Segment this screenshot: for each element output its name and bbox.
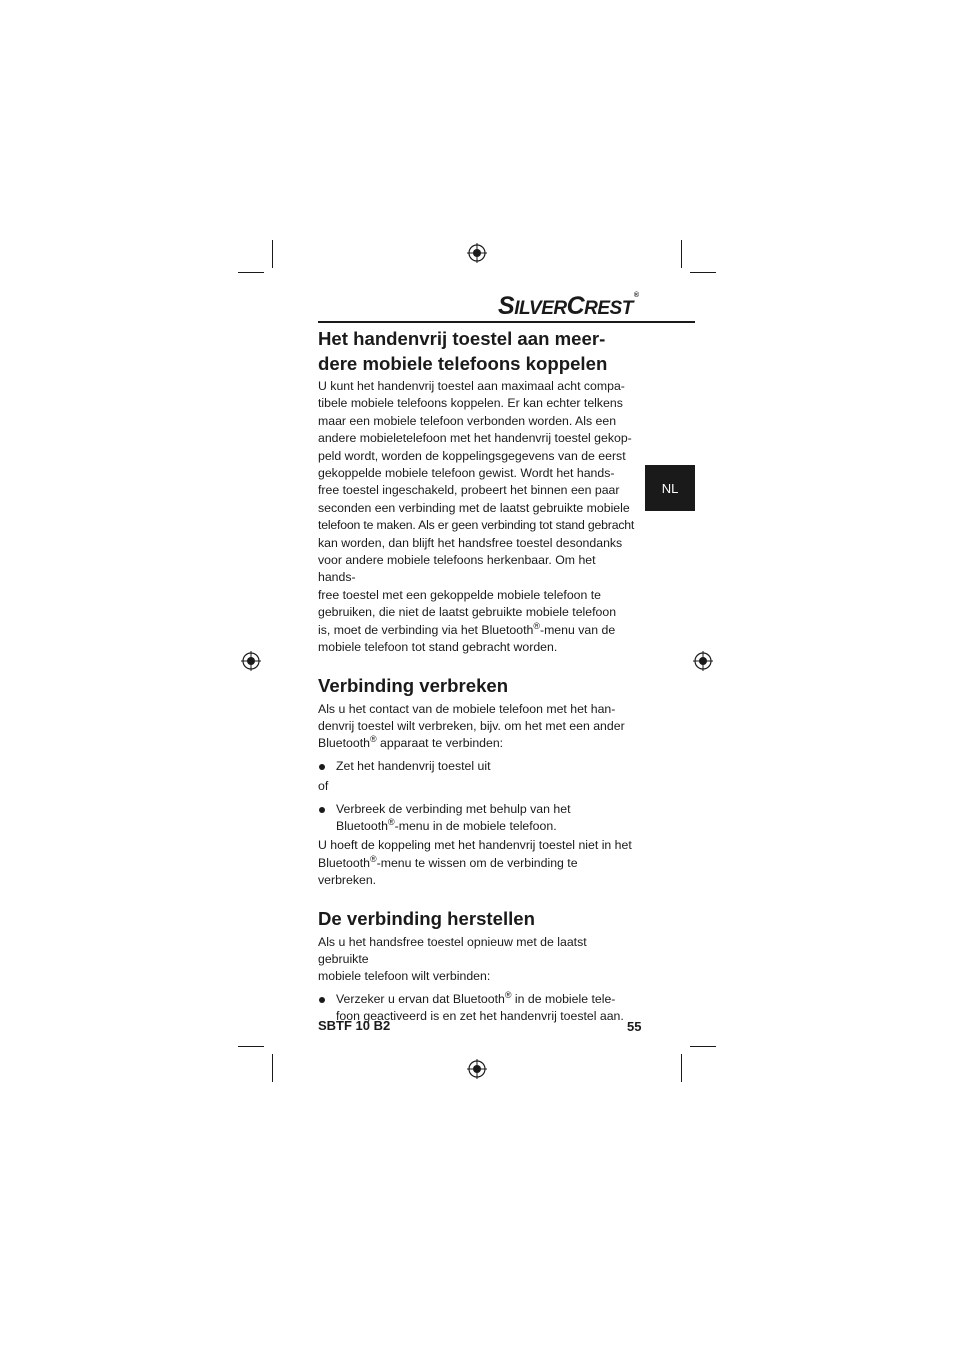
section-heading: Verbinding verbreken	[318, 674, 509, 696]
list-item: Verzeker u ervan dat Bluetooth® in de mobiele tele- foon geactiveerd is en zet het handenvrij toestel aan.	[318, 991, 636, 1026]
crop-mark	[690, 1046, 716, 1047]
header-rule	[318, 321, 695, 323]
crop-mark	[272, 240, 273, 268]
section-paragraph: Als u het handsfree toestel opnieuw met de laatst gebruikte mobiele telefoon wilt verbinden:	[318, 934, 587, 984]
bullet-icon	[319, 764, 325, 770]
registration-mark-icon	[467, 243, 487, 263]
crop-mark	[681, 1054, 682, 1082]
page-content	[318, 326, 636, 1026]
crop-mark	[272, 1054, 273, 1082]
crop-mark	[681, 240, 682, 268]
section-paragraph: U hoeft de koppeling met het handenvrij toestel niet in het Bluetooth®-menu te wissen om de verbinding te verbreken.	[318, 838, 632, 888]
registration-mark-icon	[693, 651, 713, 671]
crop-mark	[690, 272, 716, 273]
language-tab: NL	[645, 465, 695, 511]
list-item: Verbreek de verbinding met behulp van het Bluetooth®-menu in de mobiele telefoon.	[318, 801, 636, 836]
section-paragraph: Als u het contact van de mobiele telefoon met het han- denvrij toestel wilt verbreken, bijv. om het met een ander Bluetooth® apparaat te verbinden:	[318, 701, 625, 751]
crop-mark	[238, 1046, 264, 1047]
section-paragraph: U kunt het handenvrij toestel aan maximaal acht compa- tibele mobiele telefoons koppelen. Er kan echter telkens maar een mobiele telefoon verbonden worden. Als een andere mobieletelefoon met het handenvrij toestel gekop- peld wordt, worden de koppelingsgegevens van de eerst gekoppelde mobiele telefoon gewist. Wordt het hands- free toestel ingeschakeld, probeert het binnen een paar seconden een verbinding met de laatst gebruikte mobiele telefoon te maken. Als er geen verbinding tot stand gebracht kan worden, dan blijft het handsfree toestel desondanks voor andere mobiele telefoons herkenbaar. Om het hands- free toestel met een gekoppelde mobiele telefoon te gebruiken, die niet de laatst gebruikte mobiele telefoon is, moet de verbinding via het Bluetooth®-menu van de mobiele telefoon tot stand gebracht worden.	[318, 379, 635, 655]
silvercrest-logo: SILVERCREST®	[498, 292, 639, 320]
section-heading: De verbinding herstellen	[318, 907, 535, 929]
bullet-icon	[319, 807, 325, 813]
model-number: SBTF 10 B2	[318, 1018, 391, 1033]
page-number: 55	[627, 1019, 642, 1034]
registration-mark-icon	[467, 1059, 487, 1079]
or-text: of	[318, 779, 329, 794]
crop-mark	[238, 272, 264, 273]
section-heading: Het handenvrij toestel aan meer- dere mobiele telefoons koppelen	[318, 328, 608, 374]
bullet-icon	[319, 997, 325, 1003]
registration-mark-icon	[241, 651, 261, 671]
list-item: Zet het handenvrij toestel uit	[318, 758, 636, 775]
